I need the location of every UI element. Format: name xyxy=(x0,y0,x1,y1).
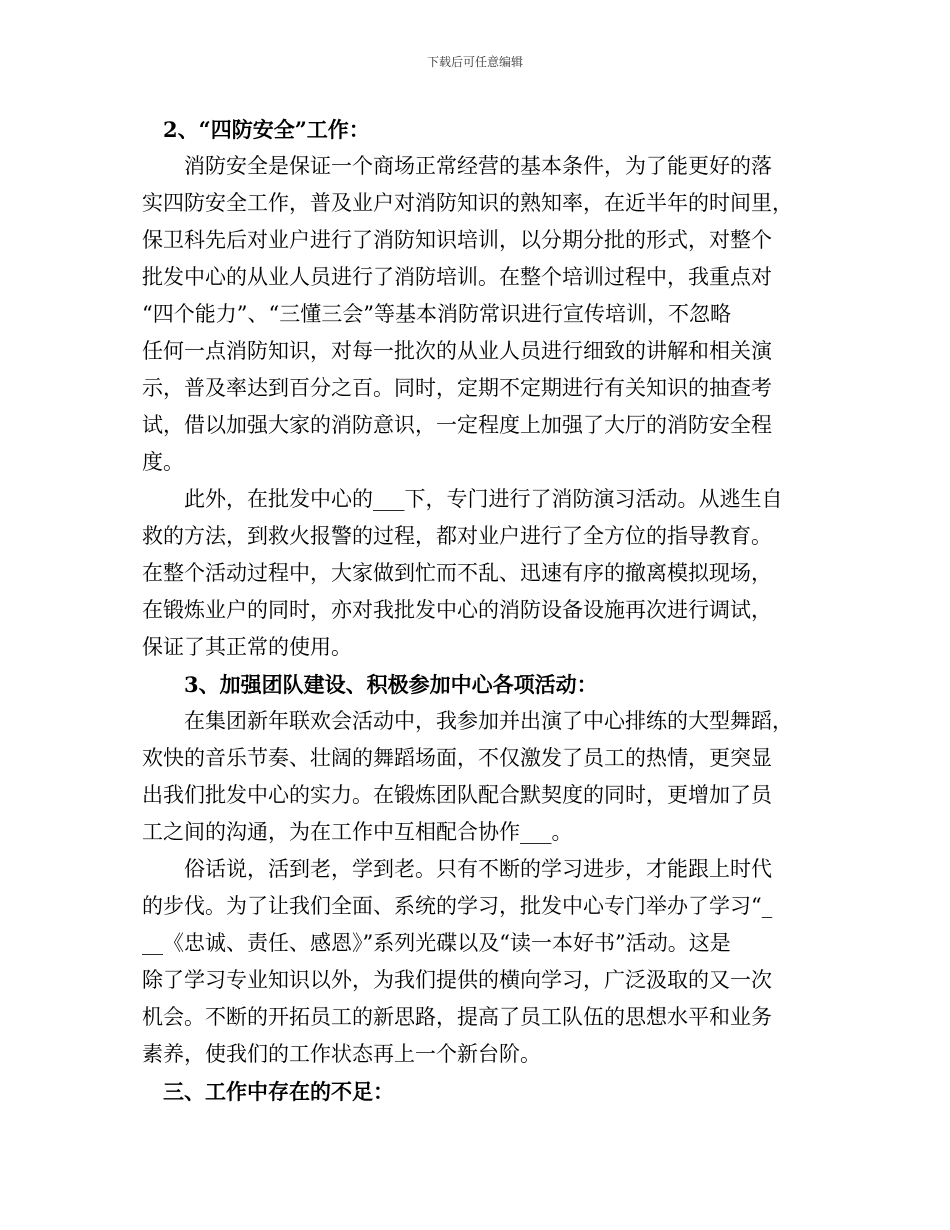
paragraph-line: 在集团新年联欢会活动中，我参加并出演了中心排练的大型舞蹈， xyxy=(142,709,793,733)
section-heading-fire-safety: 2、“四防安全”工作： xyxy=(142,117,370,142)
paragraph-line: 批发中心的从业人员进行了消防培训。在整个培训过程中，我重点对 xyxy=(142,265,772,289)
paragraph-line: 此外，在批发中心的___下，专门进行了消防演习活动。从逃生自 xyxy=(142,487,783,511)
paragraph-line: 实四防安全工作，普及业户对消防知识的熟知率，在近半年的时间里， xyxy=(142,191,793,215)
paragraph-line: 救的方法，到救火报警的过程，都对业户进行了全方位的指导教育。 xyxy=(142,524,772,548)
paragraph-line: 素养，使我们的工作状态再上一个新台阶。 xyxy=(142,1042,541,1066)
paragraph-line: 在锻炼业户的同时，亦对我批发中心的消防设备设施再次进行调试， xyxy=(142,598,772,622)
page-header: 下载后可任意编辑 xyxy=(426,55,523,69)
paragraph-line: 度。 xyxy=(142,450,184,474)
document-body xyxy=(142,111,822,1110)
paragraph-line: 保卫科先后对业户进行了消防知识培训，以分期分批的形式，对整个 xyxy=(142,228,772,252)
paragraph-line: 消防安全是保证一个商场正常经营的基本条件，为了能更好的落 xyxy=(142,154,772,178)
paragraph-line: 的步伐。为了让我们全面、系统的学习，批发中心专门举办了学习“_ xyxy=(142,894,773,918)
paragraph-line: “四个能力”、“三懂三会”等基本消防常识进行宣传培训，不忽略 xyxy=(142,302,731,326)
paragraph-line: 在整个活动过程中，大家做到忙而不乱、迅速有序的撤离模拟现场， xyxy=(142,561,772,585)
paragraph-line: 试，借以加强大家的消防意识，一定程度上加强了大厅的消防安全程 xyxy=(142,413,772,437)
paragraph-line: __《忠诚、责任、感恩》”系列光碟以及“读一本好书”活动。这是 xyxy=(142,931,731,955)
section-heading-team-building: 3、加强团队建设、积极参加中心各项活动： xyxy=(142,672,598,697)
paragraph-line: 保证了其正常的使用。 xyxy=(142,635,352,659)
paragraph-line: 机会。不断的开拓员工的新思路，提高了员工队伍的思想水平和业务 xyxy=(142,1005,772,1029)
paragraph-line: 任何一点消防知识，对每一批次的从业人员进行细致的讲解和相关演 xyxy=(142,339,772,363)
section-heading-shortcomings: 三、工作中存在的不足： xyxy=(142,1079,394,1104)
paragraph-line: 工之间的沟通，为在工作中互相配合协作___。 xyxy=(142,820,573,844)
paragraph-line: 出我们批发中心的实力。在锻炼团队配合默契度的同时，更增加了员 xyxy=(142,783,772,807)
paragraph-line: 除了学习专业知识以外，为我们提供的横向学习，广泛汲取的又一次 xyxy=(142,968,772,992)
paragraph-line: 俗话说，活到老，学到老。只有不断的学习进步，才能跟上时代 xyxy=(142,857,772,881)
paragraph-line: 欢快的音乐节奏、壮阔的舞蹈场面，不仅激发了员工的热情，更突显 xyxy=(142,746,772,770)
paragraph-line: 示，普及率达到百分之百。同时，定期不定期进行有关知识的抽查考 xyxy=(142,376,772,400)
